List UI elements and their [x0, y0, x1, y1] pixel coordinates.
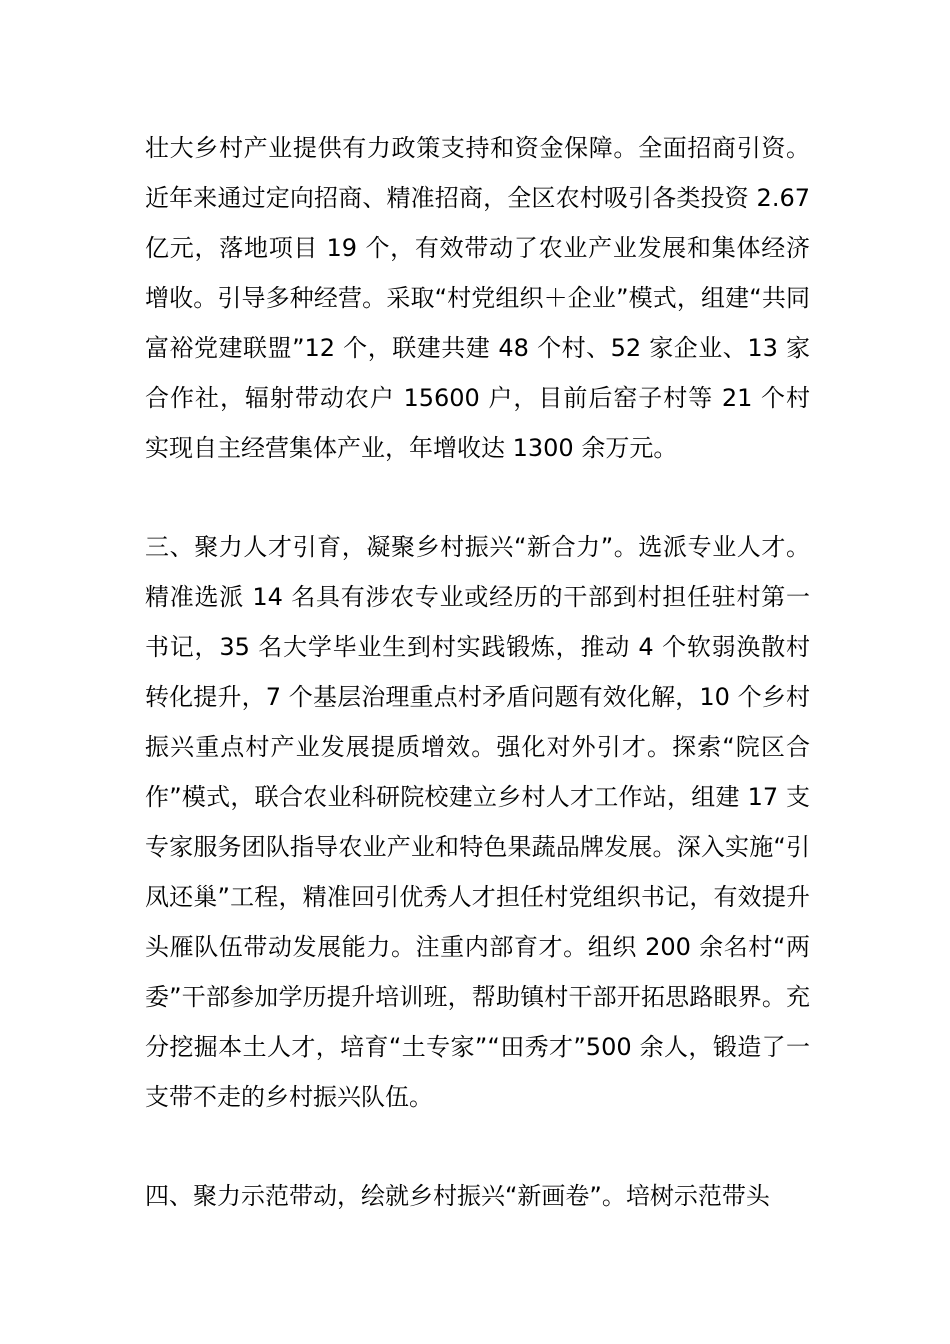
- paragraph-industry-support: 壮大乡村产业提供有力政策支持和资金保障。全面招商引资。近年来通过定向招商、精准招商，全区农村吸引各类投资 2.67 亿元，落地项目 19 个，有效带动了农业产业发展和集体经济增收。引导多种经营。采取“村党组织＋企业”模式，组建“共同富裕党建联盟”12 个，联建共建 48 个村、52 家企业、13 家合作社，辐射带动农户 15600 户，目前后窑子村等 21 个村实现自主经营集体产业，年增收达 1300 余万元。: [145, 134, 810, 462]
- paragraph-talent-cultivation: 三、聚力人才引育，凝聚乡村振兴“新合力”。选派专业人才。精准选派 14 名具有涉农专业或经历的干部到村担任驻村第一书记，35 名大学毕业生到村实践锻炼，推动 4 个软弱涣散村转化提升，7 个基层治理重点村矛盾问题有效化解，10 个乡村振兴重点村产业发展提质增效。强化对外引才。探索“院区合作”模式，联合农业科研院校建立乡村人才工作站，组建 17 支专家服务团队指导农业产业和特色果蔬品牌发展。深入实施“引凤还巢”工程，精准回引优秀人才担任村党组织书记，有效提升头雁队伍带动发展能力。注重内部育才。组织 200 余名村“两委”干部参加学历提升培训班，帮助镇村干部开拓思路眼界。充分挖掘本土人才，培育“土专家”“田秀才”500 余人，锻造了一支带不走的乡村振兴队伍。: [145, 533, 810, 1111]
- paragraph-gap: [145, 1122, 810, 1171]
- paragraph-demonstration: 四、聚力示范带动，绘就乡村振兴“新画卷”。培树示范带头: [145, 1182, 770, 1210]
- document-body: [145, 123, 810, 1221]
- paragraph-gap: [145, 473, 810, 522]
